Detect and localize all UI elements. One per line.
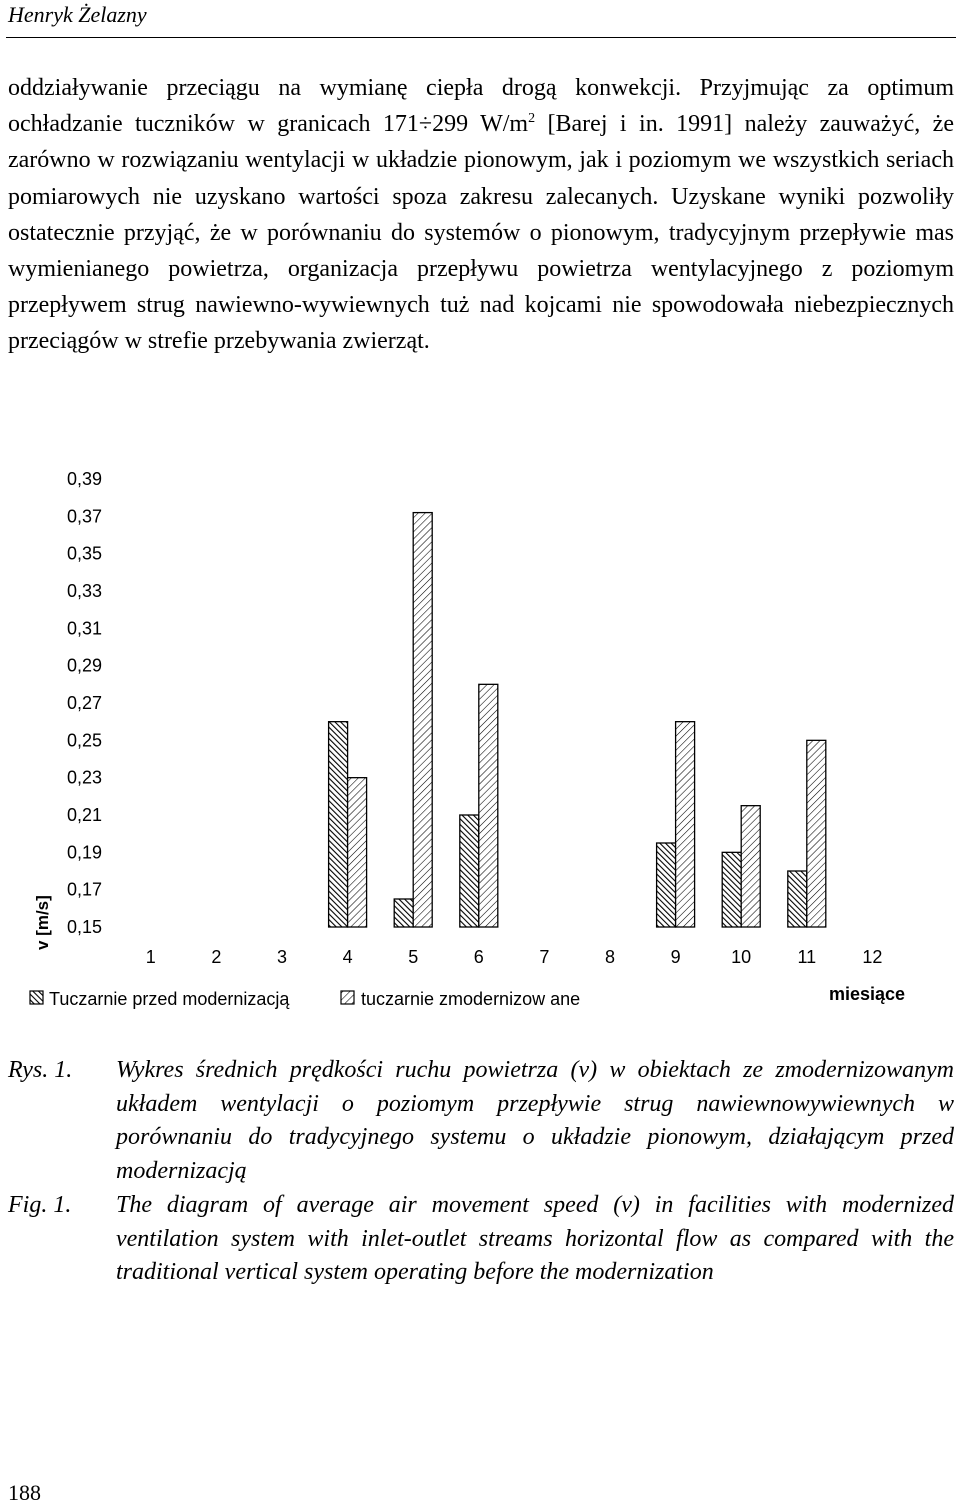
bar-after-modernization [413,513,432,927]
y-axis-ticks [67,469,102,937]
page-number: 188 [8,1480,41,1505]
bar-before-modernization [657,843,676,927]
x-tick-label: 10 [731,947,752,967]
bars [329,513,826,927]
legend-label-after: tuczarnie zmodernizow ane [361,989,581,1009]
body-text-part2: [Barej i in. 1991] należy zauważyć, że zarówno w rozwiązaniu wentylacji w układzie pionowym, jak i poziomym we wszystkich seriach pomiarowych nie uzyskano wartości spoza zakresu zalecanych. Uzyskane wyniki pozwoliły ostatecznie przyjąć, że w porównaniu do systemów o pionowym, tradycyjnym przepływie mas wymienianego powietrza, organizacja przepływu powietrza wentylacyjnego z poziomym przepływem strug nawiewno-wywiewnych tuż nad kojcami nie spowodowała niebezpiecznych przeciągów w strefie przebywania zwierząt. [8,111,954,355]
x-tick-label: 5 [408,947,419,967]
y-tick-label: 0,25 [66,730,102,751]
y-tick-label: 0,19 [66,842,102,863]
running-head-author: Henryk Żelazny [8,2,147,27]
y-tick-label: 0,17 [66,879,102,900]
bar-after-modernization [741,806,760,927]
x-tick-label: 3 [276,947,288,967]
y-tick-label: 0,29 [66,655,102,676]
x-axis-ticks [146,947,883,967]
caption-pl-label: Rys. 1. [8,1057,73,1083]
y-tick-label: 0,23 [66,767,102,788]
y-tick-label: 0,33 [66,581,102,601]
bar-before-modernization [394,899,413,927]
y-tick-label: 0,27 [66,693,102,713]
x-tick-label: 2 [211,947,222,967]
bar-before-modernization [460,815,479,927]
bar-before-modernization [722,852,741,927]
bar-after-modernization [807,740,826,927]
x-tick-label: 8 [604,947,616,967]
caption-en-label: Fig. 1. [8,1192,72,1218]
legend-swatch-after [341,991,354,1004]
bar-chart [0,450,960,1030]
x-tick-label: 12 [862,947,883,967]
x-tick-label: 4 [342,947,353,967]
y-tick-label: 0,21 [66,805,102,825]
x-tick-label: 1 [145,947,156,967]
x-tick-label: 6 [473,947,484,967]
body-paragraph [8,70,954,360]
y-tick-label: 0,39 [66,469,102,489]
x-tick-label: 9 [670,947,681,967]
x-tick-label: 7 [539,947,550,967]
bar-after-modernization [479,684,498,927]
x-tick-label: 11 [797,947,817,967]
y-tick-label: 0,35 [66,543,102,564]
y-axis-label: v [m/s] [33,895,52,950]
y-tick-label: 0,15 [66,917,102,937]
bar-before-modernization [329,722,348,927]
x-axis-label: miesiące [829,984,906,1004]
legend [30,989,580,1009]
y-tick-label: 0,31 [66,618,102,639]
caption-en-text: The diagram of average air movement speed (v) in facilities with modernized ventilation system with inlet-outlet streams horizontal flow as compared with the traditional vertical system operating before the modernization [116,1192,954,1285]
y-tick-label: 0,37 [66,506,102,527]
header-rule [6,37,956,38]
bar-after-modernization [676,722,695,927]
bar-before-modernization [788,871,807,927]
body-superscript: 2 [528,111,536,127]
legend-label-before: Tuczarnie przed modernizacją [49,989,290,1009]
bar-after-modernization [348,778,367,927]
caption-pl-text: Wykres średnich prędkości ruchu powietrza (v) w obiektach ze zmodernizowanym układem wentylacji o poziomym przepływie strug nawiewnowywiewnych w porównaniu do tradycyjnego systemu o układzie pionowym, działającym przed modernizacją [116,1057,954,1184]
body-text-part1: oddziaływanie przeciągu na wymianę ciepła drogą konwekcji. Przyjmując za optimum ochładzanie tuczników w granicach 171÷299 W/m [8,75,954,138]
legend-swatch-before [30,991,43,1004]
